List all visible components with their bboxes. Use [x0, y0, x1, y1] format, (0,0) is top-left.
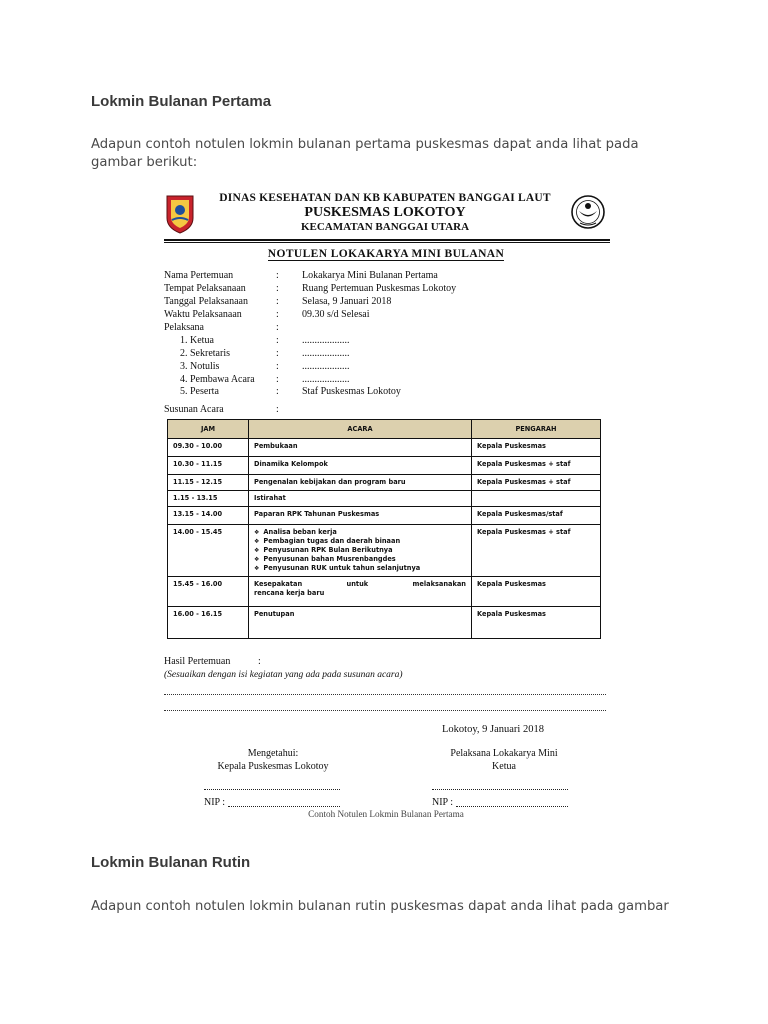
intro-paragraph-pertama: Adapun contoh notulen lokmin bulanan pertama puskesmas dapat anda lihat pada gambar berikut: — [91, 137, 639, 170]
right-nip-label: NIP : — [432, 797, 454, 808]
cell-pengarah — [472, 491, 601, 507]
cell-pengarah: Kepala Puskesmas — [472, 607, 601, 639]
left-nip-label: NIP : — [204, 797, 226, 808]
cell-jam: 16.00 - 16.15 — [168, 607, 249, 639]
section-heading-lokmin-rutin: Lokmin Bulanan Rutin — [91, 854, 251, 871]
col-header-acara: ACARA — [249, 420, 472, 439]
left-nip-line — [228, 806, 340, 807]
image-caption: Contoh Notulen Lokmin Bulanan Pertama — [308, 809, 464, 819]
banggai-laut-emblem-icon — [164, 194, 196, 234]
hasil-pertemuan-colon: : — [258, 656, 261, 667]
hasil-dotted-line — [164, 710, 606, 711]
right-signature-role: Ketua — [492, 761, 516, 772]
cell-acara: Penutupan — [249, 607, 472, 639]
intro-paragraph-rutin: Adapun contoh notulen lokmin bulanan rutin puskesmas dapat anda lihat pada gambar — [91, 899, 669, 914]
table-row — [168, 491, 601, 507]
bakti-husada-logo-icon — [570, 194, 606, 230]
cell-jam: 09.30 - 10.00 — [168, 439, 249, 457]
table-row — [168, 457, 601, 475]
left-signature-title: Mengetahui: — [247, 748, 299, 759]
col-header-pengarah: PENGARAH — [472, 420, 601, 439]
acara-line-2: rencana kerja baru — [254, 589, 325, 597]
col-header-jam: JAM — [168, 420, 249, 439]
table-row — [168, 439, 601, 457]
cell-acara: Pengenalan kebijakan dan program baru — [249, 475, 472, 491]
letterhead-line-3: KECAMATAN BANGGAI UTARA — [300, 221, 470, 233]
cell-jam: 10.30 - 11.15 — [168, 457, 249, 475]
letterhead-line-1: DINAS KESEHATAN DAN KB KABUPATEN BANGGAI LAUT — [219, 192, 551, 204]
cell-pengarah: Kepala Puskesmas — [472, 577, 601, 607]
agenda-header-row — [168, 420, 601, 439]
acara-bullet-list — [254, 528, 466, 573]
cell-pengarah: Kepala Puskesmas + staf — [472, 475, 601, 491]
cell-acara: Dinamika Kelompok — [249, 457, 472, 475]
cell-jam: 15.45 - 16.00 — [168, 577, 249, 607]
cell-jam: 11.15 - 12.15 — [168, 475, 249, 491]
table-row — [168, 507, 601, 525]
list-item: ❖ Pembagian tugas dan daerah binaan — [264, 537, 466, 546]
right-nip-line — [456, 806, 568, 807]
hasil-pertemuan-label: Hasil Pertemuan — [164, 656, 231, 667]
left-signature-line — [204, 789, 340, 790]
table-row — [168, 475, 601, 491]
cell-acara: Istirahat — [249, 491, 472, 507]
place-date: Lokotoy, 9 Januari 2018 — [442, 724, 544, 735]
table-row — [168, 525, 601, 577]
cell-pengarah: Kepala Puskesmas/staf — [472, 507, 601, 525]
agenda-table — [167, 419, 601, 639]
letterhead-rule — [164, 239, 610, 241]
cell-jam: 14.00 - 15.45 — [168, 525, 249, 577]
acara-line-1: Kesepakatan untuk melaksanakan — [254, 580, 466, 588]
cell-pengarah: Kepala Puskesmas + staf — [472, 457, 601, 475]
cell-acara — [249, 577, 472, 607]
right-signature-title: Pelaksana Lokakarya Mini — [450, 748, 558, 759]
document-title: NOTULEN LOKAKARYA MINI BULANAN — [267, 248, 505, 260]
letterhead-rule-thin — [164, 242, 610, 243]
notulen-document-image: DINAS KESEHATAN DAN KB KABUPATEN BANGGAI LAUT PUSKESMAS LOKOTOY KECAMATAN BANGGAI UTARA NOTULEN LOKAKARYA MINI BULANAN Nama Pertemuan : Lokakarya Mini Bulanan Pertama Tempat Pelaksanaan : Ruang Pertemuan Puskesmas Lokotoy Tanggal Pelaksanaan : Selasa, 9 Januari 2018 Waktu Pelaksanaan : 09.30 s/d Selesai Pelaksana : 1. Ketua : ................... 2. Sekretaris : ................... 3. Notulis : ................... 4. Pembawa Acara : ................... 5. Peserta : Staf Puskesmas Lokotoy Susunan Acara : JAM ACARA PENGARAH 09.30 - 10.00 Pembukaan Kepala Puskesmas 10.30 - 11.15 Dinamika Kelompok Kepala Puskesmas + staf 11.15 - 12.15 Pengenalan kebijakan dan program baru Kepala Puskesmas + staf 1.15 - 13.15 Istirahat 13.15 - 14.00 Paparan RPK Tahunan Puskesmas Kepala Puskesmas/staf 14.00 - 15.45 ❖ Analisa beban kerja ❖ Pembagian tugas dan daerah binaan ❖ Penyusunan RPK Bulan Berikutnya ❖ Penyusunan bahan Musrenbangdes ❖ Penyusunan RUK untuk tahun selanjutnya Kepala Puskesmas + staf 15.45 - 16.00 Kesepakatan untuk melaksanakan rencana kerja baru Kepala Puskesmas 16.00 - 16.15 Penutupan Kepala Puskesmas Hasil Pertemuan : (Sesuaikan dengan isi kegiatan yang ada pada susunan acara) Lokotoy, 9 Januari 2018 Mengetahui: Kepala Puskesmas Lokotoy Pelaksana Lokakarya Mini Ketua NIP : NIP : Contoh Notulen Lokmin Bulanan Pertama — [160, 184, 612, 824]
table-row — [168, 607, 601, 639]
cell-jam: 1.15 - 13.15 — [168, 491, 249, 507]
list-item: ❖ Analisa beban kerja — [264, 528, 466, 537]
cell-acara: Pembukaan — [249, 439, 472, 457]
table-row — [168, 577, 601, 607]
list-item: ❖ Penyusunan RUK untuk tahun selanjutnya — [264, 564, 466, 573]
right-signature-line — [432, 789, 568, 790]
cell-pengarah: Kepala Puskesmas + staf — [472, 525, 601, 577]
hasil-pertemuan-note: (Sesuaikan dengan isi kegiatan yang ada pada susunan acara) — [164, 670, 403, 680]
cell-pengarah: Kepala Puskesmas — [472, 439, 601, 457]
cell-jam: 13.15 - 14.00 — [168, 507, 249, 525]
letterhead-line-2: PUSKESMAS LOKOTOY — [304, 205, 466, 220]
cell-acara: Paparan RPK Tahunan Puskesmas — [249, 507, 472, 525]
hasil-dotted-line — [164, 694, 606, 695]
left-signature-role: Kepala Puskesmas Lokotoy — [217, 761, 329, 772]
list-item: ❖ Penyusunan RPK Bulan Berikutnya — [264, 546, 466, 555]
cell-acara — [249, 525, 472, 577]
list-item: ❖ Penyusunan bahan Musrenbangdes — [264, 555, 466, 564]
section-heading-lokmin-pertama: Lokmin Bulanan Pertama — [91, 93, 272, 110]
